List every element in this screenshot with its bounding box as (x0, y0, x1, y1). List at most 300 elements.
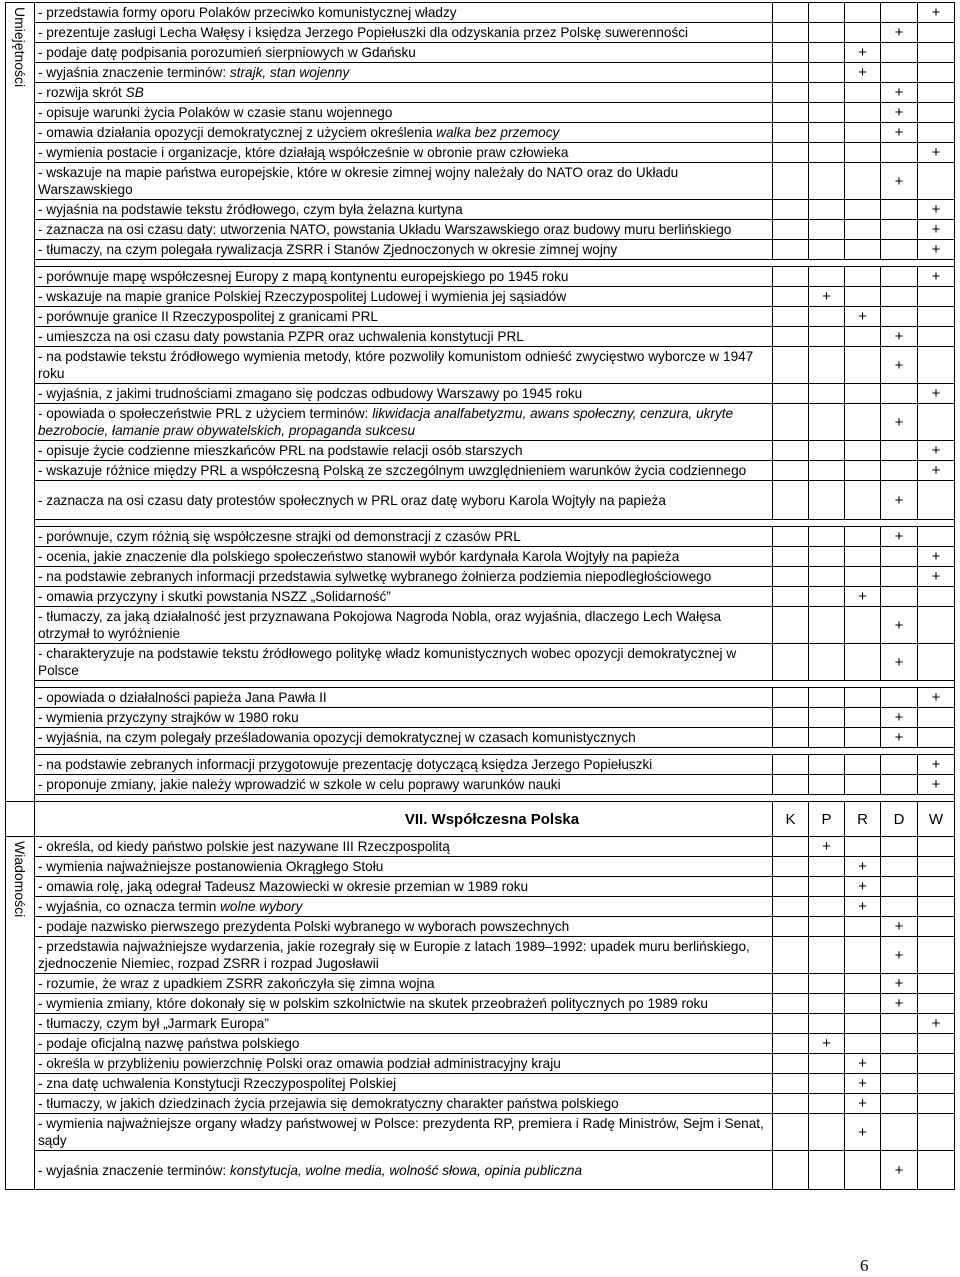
grade-cell (809, 384, 845, 404)
grade-cell (809, 1074, 845, 1094)
requirement-text (35, 587, 773, 607)
grade-cell (918, 63, 955, 83)
requirement-text (35, 755, 773, 775)
requirement-text (35, 1074, 773, 1094)
requirement-text (35, 837, 773, 857)
table-row (6, 775, 955, 795)
requirement-segment: - porównuje granice II Rzeczypospolitej z granicami PRL (38, 309, 378, 324)
grade-cell (809, 404, 845, 441)
table-row (6, 143, 955, 163)
grade-cell (881, 1034, 918, 1054)
requirement-segment: - wskazuje na mapie granice Polskiej Rzeczypospolitej Ludowej i wymienia jej sąsiadów (38, 289, 567, 304)
grade-mark: + (881, 974, 918, 994)
grade-cell (845, 688, 881, 708)
grade-cell (845, 1151, 881, 1190)
grade-cell (918, 1034, 955, 1054)
grade-mark: + (918, 200, 955, 220)
grade-mark: + (881, 1151, 918, 1190)
grade-cell (881, 143, 918, 163)
grade-cell (773, 1014, 809, 1034)
requirement-segment: - wymienia przyczyny strajków w 1980 roku (38, 710, 299, 725)
grade-cell (845, 1034, 881, 1054)
requirement-text (35, 3, 773, 23)
requirement-term: SB (125, 85, 144, 100)
table-row (6, 607, 955, 644)
grade-cell (881, 1054, 918, 1074)
table-row (6, 1034, 955, 1054)
grade-cell (918, 897, 955, 917)
grade-cell (881, 897, 918, 917)
requirement-term: wolne wybory (220, 899, 303, 914)
requirement-text (35, 567, 773, 587)
grade-cell (881, 441, 918, 461)
grade-cell (845, 1014, 881, 1034)
table-row (6, 123, 955, 143)
requirement-segment: - przedstawia formy oporu Polaków przeciwko komunistycznej władzy (38, 5, 457, 20)
requirement-segment: - tłumaczy, za jaką działalność jest przyznawana Pokojowa Nagroda Nobla, oraz wyjaśnia, dlaczego Lech Wałęsa otrzymał to wyróżnienie (38, 609, 722, 641)
grade-cell (918, 994, 955, 1014)
requirement-text (35, 384, 773, 404)
grade-cell (918, 607, 955, 644)
requirement-segment: - zaznacza na osi czasu daty: utworzenia NATO, powstania Układu Warszawskiego oraz budowy muru berlińskiego (38, 222, 732, 237)
requirement-term: strajk, stan wojenny (229, 65, 350, 80)
grade-cell (918, 728, 955, 748)
grade-cell (809, 937, 845, 974)
grade-cell (809, 461, 845, 481)
requirement-text (35, 937, 773, 974)
grade-mark: + (918, 240, 955, 260)
requirement-segment: - porównuje mapę współczesnej Europy z mapą kontynentu europejskiego po 1945 roku (38, 269, 569, 284)
grade-mark: + (845, 1114, 881, 1151)
table-row (6, 1074, 955, 1094)
grade-mark: + (845, 877, 881, 897)
requirement-text (35, 857, 773, 877)
table-row (6, 1114, 955, 1151)
grade-cell (918, 708, 955, 728)
requirement-segment: - opowiada o społeczeństwie PRL z użyciem terminów: (38, 406, 373, 421)
grade-cell (773, 1054, 809, 1074)
requirement-text (35, 547, 773, 567)
grade-cell (773, 527, 809, 547)
grade-cell (773, 775, 809, 795)
grade-mark: + (881, 728, 918, 748)
grade-header-d: D (881, 802, 918, 837)
requirement-text (35, 347, 773, 384)
table-row (6, 708, 955, 728)
grade-cell (773, 83, 809, 103)
grade-cell (845, 103, 881, 123)
grade-cell (881, 877, 918, 897)
table-row (6, 1094, 955, 1114)
requirement-text (35, 83, 773, 103)
table-row (6, 1014, 955, 1034)
grade-cell (845, 240, 881, 260)
grade-cell (773, 163, 809, 200)
grade-cell (918, 877, 955, 897)
grade-cell (773, 1094, 809, 1114)
grade-cell (918, 103, 955, 123)
table-row (6, 1151, 955, 1190)
requirement-text (35, 43, 773, 63)
table-row (6, 994, 955, 1014)
grade-mark: + (881, 103, 918, 123)
requirement-segment: - tłumaczy, czym był „Jarmark Europa” (38, 1016, 269, 1031)
grade-cell (918, 917, 955, 937)
grade-cell (809, 240, 845, 260)
requirement-text (35, 897, 773, 917)
grade-cell (918, 23, 955, 43)
requirement-text (35, 1054, 773, 1074)
requirement-segment: - zna datę uchwalenia Konstytucji Rzeczypospolitej Polskiej (38, 1076, 397, 1091)
table-row (6, 404, 955, 441)
table-row (6, 240, 955, 260)
grade-cell (881, 1074, 918, 1094)
table-row (6, 481, 955, 520)
grade-cell (773, 441, 809, 461)
table-row (6, 837, 955, 857)
grade-cell (809, 43, 845, 63)
grade-cell (773, 897, 809, 917)
requirement-segment: - wymienia najważniejsze organy władzy państwowej w Polsce: prezydenta RP, premiera i Radę Ministrów, Sejm i Senat, sądy (38, 1116, 764, 1148)
grade-cell (773, 307, 809, 327)
grade-cell (809, 441, 845, 461)
grade-header-p: P (809, 802, 845, 837)
grade-cell (773, 1074, 809, 1094)
grade-cell (773, 857, 809, 877)
grade-cell (773, 220, 809, 240)
requirement-text (35, 267, 773, 287)
grade-cell (845, 23, 881, 43)
grade-cell (918, 1074, 955, 1094)
table-row (6, 917, 955, 937)
grade-cell (845, 547, 881, 567)
grade-cell (809, 644, 845, 681)
grade-cell (881, 688, 918, 708)
requirement-text (35, 200, 773, 220)
grade-cell (845, 567, 881, 587)
requirement-segment: - porównuje, czym różnią się współczesne strajki od demonstracji z czasów PRL (38, 529, 521, 544)
grade-cell (773, 708, 809, 728)
grade-cell (918, 857, 955, 877)
requirement-segment: - omawia działania opozycji demokratycznej z użyciem określenia (38, 125, 437, 140)
grade-mark: + (881, 527, 918, 547)
grade-cell (881, 307, 918, 327)
table-row (6, 974, 955, 994)
requirement-segment: - na podstawie tekstu źródłowego wymienia metody, które pozwoliły komunistom odnieść zwycięstwo wyborcze w 1947 roku (38, 349, 754, 381)
grade-cell (773, 837, 809, 857)
grade-mark: + (845, 587, 881, 607)
grade-mark: + (918, 567, 955, 587)
grade-cell (881, 1114, 918, 1151)
table-row (6, 267, 955, 287)
grade-cell (881, 857, 918, 877)
requirement-segment: - opisuje warunki życia Polaków w czasie stanu wojennego (38, 105, 393, 120)
group-spacer (6, 260, 955, 267)
grade-mark: + (881, 607, 918, 644)
grade-mark: + (881, 708, 918, 728)
grade-cell (773, 123, 809, 143)
grade-cell (809, 877, 845, 897)
grade-cell (881, 43, 918, 63)
grade-cell (845, 83, 881, 103)
table-row (6, 200, 955, 220)
grade-cell (918, 83, 955, 103)
table-row (6, 83, 955, 103)
table-row (6, 441, 955, 461)
table-row (6, 43, 955, 63)
grade-mark: + (881, 937, 918, 974)
grade-cell (809, 347, 845, 384)
grade-cell (918, 1054, 955, 1074)
requirement-segment: - wyjaśnia znaczenie terminów: (38, 1162, 230, 1178)
grade-mark: + (918, 547, 955, 567)
grade-cell (773, 1034, 809, 1054)
grade-cell (845, 644, 881, 681)
requirement-text (35, 327, 773, 347)
requirement-segment: - ocenia, jakie znaczenie dla polskiego społeczeństwo stanowił wybór kardynała Karola Wojtyły na papieża (38, 549, 680, 564)
grade-cell (809, 163, 845, 200)
grade-cell (773, 240, 809, 260)
grade-cell (809, 708, 845, 728)
requirement-text (35, 404, 773, 441)
grade-cell (918, 481, 955, 520)
grade-cell (845, 974, 881, 994)
table-row (6, 307, 955, 327)
grade-cell (773, 994, 809, 1014)
grade-mark: + (809, 837, 845, 857)
grade-cell (881, 240, 918, 260)
grade-cell (881, 461, 918, 481)
grade-cell (773, 974, 809, 994)
grade-cell (773, 728, 809, 748)
table-row (6, 23, 955, 43)
table-row (6, 877, 955, 897)
grade-cell (809, 607, 845, 644)
grade-cell (918, 644, 955, 681)
grade-mark: + (809, 1034, 845, 1054)
requirement-segment: - określa, od kiedy państwo polskie jest nazywane III Rzeczpospolitą (38, 839, 450, 854)
section-side-cell (6, 837, 35, 1190)
grade-cell (809, 587, 845, 607)
grade-cell (809, 327, 845, 347)
grade-cell (809, 200, 845, 220)
requirement-segment: - opisuje życie codzienne mieszkańców PRL na podstawie relacji osób starszych (38, 443, 523, 458)
requirement-text (35, 688, 773, 708)
requirement-segment: - omawia przyczyny i skutki powstania NSZZ „Solidarność” (38, 589, 391, 604)
table-row (6, 857, 955, 877)
requirement-segment: - opowiada o działalności papieża Jana Pawła II (38, 690, 327, 705)
grade-mark: + (845, 857, 881, 877)
requirement-text (35, 917, 773, 937)
requirement-term: konstytucja, wolne media, wolność słowa, opinia publiczna (229, 1162, 583, 1178)
grade-cell (773, 547, 809, 567)
requirement-text (35, 143, 773, 163)
grade-cell (918, 527, 955, 547)
grade-mark: + (881, 123, 918, 143)
grade-cell (809, 143, 845, 163)
requirement-text (35, 1014, 773, 1034)
requirement-segment: - rozumie, że wraz z upadkiem ZSRR zakończyła się zimna wojna (38, 976, 435, 991)
requirement-text (35, 775, 773, 795)
requirement-text (35, 728, 773, 748)
grade-mark: + (881, 644, 918, 681)
grade-cell (773, 481, 809, 520)
grade-cell (773, 200, 809, 220)
requirement-segment: - podaje datę podpisania porozumień sierpniowych w Gdańsku (38, 45, 416, 60)
grade-cell (809, 567, 845, 587)
grade-mark: + (881, 994, 918, 1014)
group-spacer (6, 681, 955, 688)
grade-cell (881, 267, 918, 287)
requirement-term: likwidacja analfabetyzmu, awans społeczny, cenzura, ukryte bezrobocie, łamanie praw obywatelskich, propaganda sukcesu (38, 406, 734, 438)
grade-cell (773, 267, 809, 287)
requirement-segment: - rozwija skrót (38, 85, 126, 100)
grade-cell (845, 123, 881, 143)
table-row (6, 587, 955, 607)
grade-cell (918, 974, 955, 994)
grade-mark: + (918, 461, 955, 481)
table-row (6, 567, 955, 587)
grade-cell (773, 688, 809, 708)
requirement-text (35, 23, 773, 43)
requirement-segment: - charakteryzuje na podstawie tekstu źródłowego politykę władz komunistycznych wobec opozycji demokratycznej w Polsce (38, 646, 737, 678)
grade-cell (809, 83, 845, 103)
grade-cell (809, 527, 845, 547)
requirement-text (35, 1114, 773, 1151)
grade-cell (773, 384, 809, 404)
grade-mark: + (845, 307, 881, 327)
grade-cell (809, 547, 845, 567)
grade-cell (773, 347, 809, 384)
requirement-text (35, 287, 773, 307)
grade-cell (809, 755, 845, 775)
grade-mark: + (845, 43, 881, 63)
requirement-segment: - tłumaczy, na czym polegała rywalizacja ZSRR i Stanów Zjednoczonych w okresie zimnej wojny (38, 242, 618, 257)
table-row (6, 163, 955, 200)
grade-cell (845, 327, 881, 347)
grade-cell (845, 728, 881, 748)
grade-cell (881, 775, 918, 795)
page-number: 6 (860, 1256, 869, 1275)
requirement-segment: - proponuje zmiany, jakie należy wprowadzić w szkole w celu poprawy warunków nauki (38, 777, 561, 792)
requirement-text (35, 240, 773, 260)
grade-mark: + (918, 775, 955, 795)
table-row (6, 547, 955, 567)
grade-cell (809, 307, 845, 327)
requirement-segment: - podaje nazwisko pierwszego prezydenta Polski wybranego w wyborach powszechnych (38, 919, 570, 934)
requirement-segment: - wyjaśnia na podstawie tekstu źródłowego, czym była żelazna kurtyna (38, 202, 463, 217)
grade-cell (918, 1151, 955, 1190)
requirement-segment: - wymienia najważniejsze postanowienia Okrągłego Stołu (38, 859, 384, 874)
grade-cell (918, 347, 955, 384)
grade-cell (881, 1094, 918, 1114)
grade-cell (809, 267, 845, 287)
grade-cell (918, 1114, 955, 1151)
grade-cell (845, 937, 881, 974)
grade-cell (845, 917, 881, 937)
grade-cell (809, 897, 845, 917)
grade-mark: + (881, 83, 918, 103)
grade-cell (773, 1114, 809, 1151)
grade-header-r: R (845, 802, 881, 837)
grade-cell (845, 287, 881, 307)
requirement-text (35, 220, 773, 240)
grade-cell (845, 527, 881, 547)
grade-cell (845, 481, 881, 520)
requirement-segment: - na podstawie zebranych informacji przygotowuje prezentację dotyczącą księdza Jerzego Popiełuszki (38, 757, 653, 772)
grade-cell (773, 23, 809, 43)
section-title: VII. Współczesna Polska (35, 802, 773, 837)
grade-cell (918, 1094, 955, 1114)
requirement-segment: - podaje oficjalną nazwę państwa polskiego (38, 1036, 300, 1051)
grade-mark: + (881, 163, 918, 200)
grade-cell (845, 441, 881, 461)
grade-mark: + (881, 481, 918, 520)
grade-header-k: K (773, 802, 809, 837)
grade-cell (845, 837, 881, 857)
grade-cell (881, 220, 918, 240)
grade-cell (845, 708, 881, 728)
grade-cell (881, 1014, 918, 1034)
grade-cell (881, 587, 918, 607)
section-header-row (6, 802, 955, 837)
section-side-label: Wiadomości (12, 841, 28, 918)
requirement-segment: - wyjaśnia, z jakimi trudnościami zmagano się podczas odbudowy Warszawy po 1945 roku (38, 386, 583, 401)
requirement-text (35, 441, 773, 461)
grade-cell (773, 143, 809, 163)
table-row (6, 897, 955, 917)
section-side-cell (6, 3, 35, 802)
grade-mark: + (845, 897, 881, 917)
grade-cell (918, 937, 955, 974)
grade-cell (809, 728, 845, 748)
grade-cell (918, 123, 955, 143)
grade-cell (845, 267, 881, 287)
requirement-text (35, 63, 773, 83)
grade-cell (809, 857, 845, 877)
grade-cell (845, 3, 881, 23)
grade-cell (809, 123, 845, 143)
grade-cell (809, 220, 845, 240)
grade-cell (845, 461, 881, 481)
table-row (6, 384, 955, 404)
grade-cell (773, 327, 809, 347)
grade-cell (809, 917, 845, 937)
grade-cell (773, 644, 809, 681)
grade-cell (845, 607, 881, 644)
grade-mark: + (918, 1014, 955, 1034)
table-row (6, 220, 955, 240)
grade-cell (918, 837, 955, 857)
grade-cell (918, 163, 955, 200)
grade-mark: + (845, 63, 881, 83)
grade-cell (918, 43, 955, 63)
requirement-term: walka bez przemocy (436, 125, 560, 140)
grade-cell (773, 877, 809, 897)
grade-cell (773, 404, 809, 441)
grade-cell (881, 3, 918, 23)
requirement-text (35, 461, 773, 481)
grade-mark: + (918, 441, 955, 461)
requirement-text (35, 481, 773, 520)
grade-mark: + (881, 347, 918, 384)
grade-cell (845, 143, 881, 163)
table-row (6, 3, 955, 23)
grade-cell (845, 163, 881, 200)
grade-mark: + (845, 1074, 881, 1094)
grade-cell (918, 287, 955, 307)
grade-cell (881, 63, 918, 83)
